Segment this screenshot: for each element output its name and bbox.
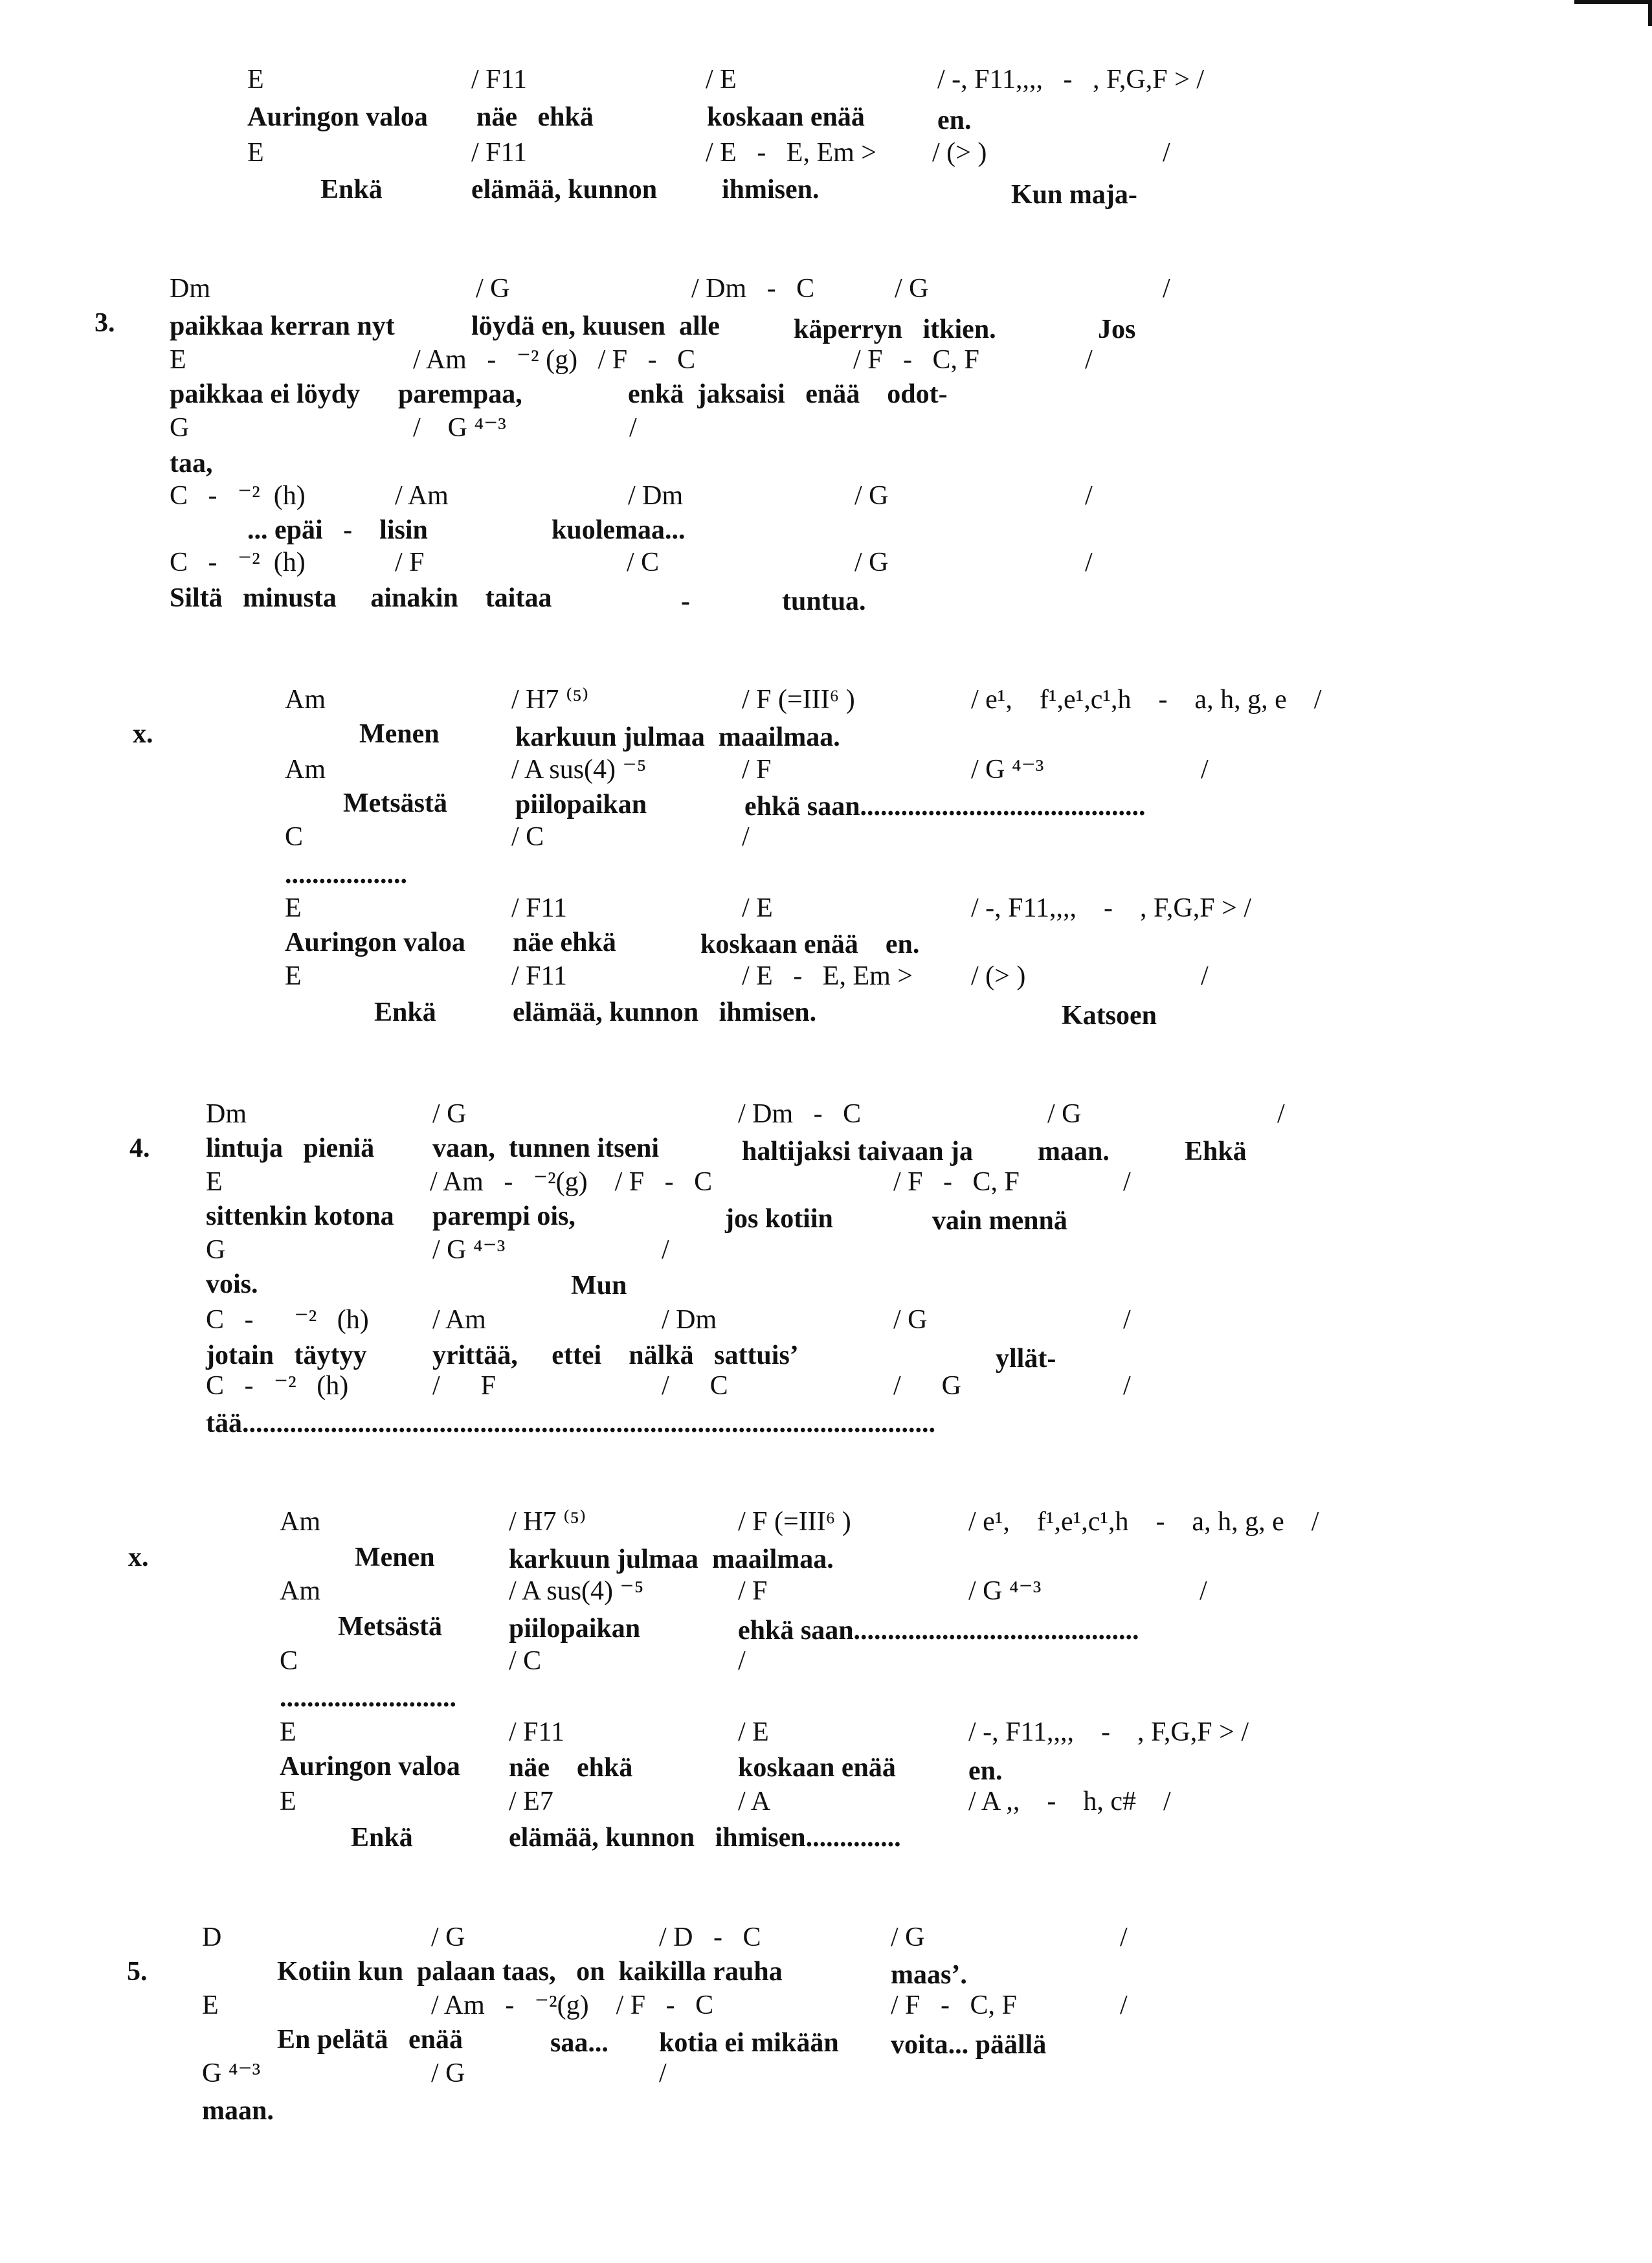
lyric-text: vain mennä (932, 1206, 1067, 1236)
chord-text: D (202, 1923, 222, 1952)
lyric-text: En pelätä enää (277, 2025, 463, 2055)
lyric-text: Menen (359, 719, 440, 749)
chord-text: Am (285, 755, 326, 785)
lyric-text: Auringon valoa (247, 102, 428, 132)
lyric-text: sittenkin kotona (206, 1201, 394, 1231)
lyric-text: parempi ois, (432, 1201, 575, 1231)
chord-text: / F - C, F (893, 1167, 1020, 1197)
chord-text: / G ⁴⁻³ (432, 1235, 506, 1265)
chord-text: / C (509, 1646, 542, 1676)
chord-text: / F11 (471, 65, 527, 95)
lyric-text: Menen (355, 1543, 435, 1572)
chord-text: / F (742, 755, 772, 785)
chord-text: / Dm - C (691, 274, 815, 304)
chord-text: / E (738, 1717, 769, 1747)
chord-text: / Am - ⁻²(g) / F - C (430, 1167, 713, 1197)
chord-text: E (206, 1167, 223, 1197)
chord-text: / A sus(4) ⁻⁵ (509, 1576, 644, 1606)
chord-text: C - ⁻² (h) (170, 481, 306, 511)
lyric-text: Metsästä (343, 788, 447, 818)
chord-text: C - ⁻² (h) (170, 548, 306, 577)
chord-text: / (1163, 274, 1170, 304)
chord-text: / e¹, f¹,e¹,c¹,h - a, h, g, e / (971, 685, 1322, 715)
chord-text: / (742, 822, 750, 852)
lyric-text: elämää, kunnon (471, 175, 658, 205)
chord-text: / (1200, 1576, 1207, 1606)
chord-text: / E - E, Em > (742, 961, 913, 991)
chord-text: / F (=III⁶ ) (738, 1507, 851, 1537)
lyric-text: piilopaikan (515, 790, 647, 819)
verse-number: 5. (127, 1957, 148, 1987)
chord-text: / H7 ⁽⁵⁾ (511, 685, 589, 715)
lyric-text: käperryn itkien. (794, 315, 996, 344)
lyric-text: maan. (1038, 1137, 1110, 1166)
chord-text: / (1201, 961, 1209, 991)
chord-text: / F (=III⁶ ) (742, 685, 855, 715)
chord-text: / (659, 2058, 667, 2088)
lyric-text: Kotiin kun palaan taas, on kaikilla rauha (277, 1957, 783, 1987)
lyric-text: maan. (202, 2096, 274, 2126)
verse-number: x. (133, 719, 153, 749)
chord-text: / -, F11,,,, - , F,G,F > / (937, 65, 1204, 95)
lyric-text: ihmisen. (722, 175, 820, 205)
lyric-text: löydä en, kuusen alle (471, 311, 720, 341)
chord-text: / (1085, 345, 1093, 375)
chord-text: Am (280, 1507, 320, 1537)
chord-text: / E (706, 65, 737, 95)
chord-text: / G ⁴⁻³ (971, 755, 1044, 785)
chord-text: E (247, 65, 264, 95)
chord-text: / F11 (509, 1717, 564, 1747)
lyric-text: Metsästä (338, 1612, 442, 1642)
chord-text: / Am (395, 481, 449, 511)
chord-text: / Am (432, 1305, 486, 1335)
lyric-text: Enkä (351, 1823, 413, 1853)
lyric-text: paikkaa ei löydy (170, 379, 361, 409)
chord-text: / (1123, 1371, 1131, 1401)
chord-text: / (1085, 548, 1093, 577)
lyric-text: enkä jaksaisi enää odot- (628, 379, 948, 409)
chord-text: / (738, 1646, 746, 1676)
chord-text: / E7 (509, 1787, 553, 1816)
lyric-text: lintuja pieniä (206, 1133, 375, 1163)
lyric-text: Siltä minusta ainakin taitaa (170, 583, 552, 613)
lyric-text: taa, (170, 449, 213, 478)
chord-text: / G (1047, 1099, 1082, 1129)
chord-text: / F11 (511, 893, 567, 923)
chord-text: / Am - ⁻² (g) / F - C (413, 345, 696, 375)
chord-text: E (285, 961, 302, 991)
chord-text: E (280, 1717, 296, 1747)
chord-text: E (170, 345, 186, 375)
chord-text: / (1085, 481, 1093, 511)
chord-text: / -, F11,,,, - , F,G,F > / (971, 893, 1251, 923)
chord-text: / G (431, 1923, 465, 1952)
lyric-text: Jos (1098, 315, 1136, 344)
lyric-text: ehkä saan.......................................... (738, 1616, 1139, 1645)
chord-text: / G (891, 1923, 925, 1952)
lyric-text: yllät- (996, 1344, 1056, 1374)
lyric-text: jotain täytyy (206, 1341, 367, 1370)
verse-number: 3. (95, 308, 115, 338)
chord-text: Am (285, 685, 326, 715)
chord-text: / G (895, 274, 929, 304)
lyric-text: Enkä (374, 998, 436, 1027)
lyric-text: Auringon valoa (285, 928, 465, 957)
chord-text: / Am - ⁻²(g) / F - C (431, 1990, 714, 2020)
chord-text: E (202, 1990, 219, 2020)
lyric-text: koskaan enää en. (700, 930, 920, 959)
lyric-text: Mun (571, 1271, 627, 1300)
chord-text: C (280, 1646, 298, 1676)
lyric-text: en. (968, 1756, 1003, 1786)
lyric-text: elämää, kunnon ihmisen.............. (509, 1823, 901, 1853)
chord-text: / (1120, 1923, 1128, 1952)
lyric-text: Ehkä (1185, 1137, 1247, 1166)
chord-text: / Dm (628, 481, 684, 511)
chord-text: / G (893, 1371, 961, 1401)
chord-text: / (> ) (971, 961, 1026, 991)
chord-text: / D - C (659, 1923, 761, 1952)
chord-text: C - ⁻² (h) (206, 1305, 369, 1335)
chord-text: / F - C, F (853, 345, 979, 375)
chord-text: / Dm (662, 1305, 717, 1335)
chord-text: G (170, 413, 190, 443)
lyric-text: ... epäi - lisin (247, 515, 428, 545)
chord-text: / C (511, 822, 544, 852)
chord-text: / (> ) (932, 138, 987, 168)
chord-text: / C (627, 548, 660, 577)
lyric-text: Katsoen (1062, 1001, 1157, 1031)
lyric-text: Enkä (320, 175, 383, 205)
chord-text: E (285, 893, 302, 923)
lyric-text: koskaan enää (738, 1753, 896, 1783)
chord-text: / F11 (471, 138, 527, 168)
lyric-text: elämää, kunnon ihmisen. (513, 998, 817, 1027)
chord-text: C - ⁻² (h) (206, 1371, 349, 1401)
chord-text: / Dm - C (738, 1099, 862, 1129)
chord-text: / (1120, 1990, 1128, 2020)
lyric-text: saa... (550, 2028, 608, 2058)
lyric-text: paikkaa kerran nyt (170, 311, 395, 341)
lyric-text: karkuun julmaa maailmaa. (509, 1544, 834, 1574)
chord-text: / E (742, 893, 773, 923)
chord-text: / F (738, 1576, 768, 1606)
chord-text: / (629, 413, 637, 443)
chord-text: Dm (170, 274, 210, 304)
page-edge-line (1574, 0, 1652, 4)
lyric-text: .................. (285, 860, 407, 889)
chord-text: / F (395, 548, 425, 577)
lyric-text: yrittää, ettei nälkä sattuis’ (432, 1341, 799, 1370)
lyric-text: näe ehkä (513, 928, 616, 957)
lyric-text: näe ehkä (476, 102, 594, 132)
lyric-text: - (681, 586, 690, 616)
lyric-text: maas’. (891, 1960, 967, 1990)
chord-text: / -, F11,,,, - , F,G,F > / (968, 1717, 1249, 1747)
chord-text: / G (854, 481, 889, 511)
lyric-text: koskaan enää (707, 102, 865, 132)
lyric-text: voita... päällä (891, 2030, 1047, 2060)
lyric-text: vaan, tunnen itseni (432, 1133, 660, 1163)
lyric-text: Auringon valoa (280, 1752, 460, 1781)
chord-text: Dm (206, 1099, 247, 1129)
chord-text: / G (854, 548, 889, 577)
chord-text: / F - C, F (891, 1990, 1017, 2020)
page-edge-line (1648, 0, 1652, 26)
lyric-text: jos kotiin (725, 1204, 833, 1234)
chord-text: / (1277, 1099, 1285, 1129)
lyric-text: haltijaksi taivaan ja (742, 1137, 974, 1166)
chord-text: / (1123, 1167, 1131, 1197)
chord-text: / H7 ⁽⁵⁾ (509, 1507, 586, 1537)
verse-number: x. (128, 1543, 149, 1572)
lyric-text: näe ehkä (509, 1753, 633, 1783)
lyric-text: ehkä saan.......................................... (744, 792, 1146, 821)
chord-text: / C (662, 1371, 728, 1401)
chord-text: / (662, 1235, 669, 1265)
chord-text: / F (432, 1371, 497, 1401)
chord-text: / (1163, 138, 1170, 168)
chord-text: / G ⁴⁻³ (413, 413, 506, 443)
chord-text: / G (893, 1305, 928, 1335)
chord-text: / (1123, 1305, 1131, 1335)
lyric-text: Kun maja- (1011, 180, 1137, 210)
lyric-text: parempaa, (398, 379, 522, 409)
chord-text: / E - E, Em > (706, 138, 876, 168)
lyric-text: vois. (206, 1269, 258, 1299)
chord-text: / G (432, 1099, 467, 1129)
chord-text: / G ⁴⁻³ (968, 1576, 1042, 1606)
chord-text: / A ,, - h, c# / (968, 1787, 1171, 1816)
lyric-text: en. (937, 106, 972, 135)
chord-text: / G (431, 2058, 465, 2088)
lyric-text: kotia ei mikään (659, 2028, 839, 2058)
chord-text: / A sus(4) ⁻⁵ (511, 755, 647, 785)
lyric-text: tuntua. (782, 586, 866, 616)
lyric-text: tää...................................................................................................... (206, 1409, 935, 1438)
chord-text: E (247, 138, 264, 168)
chord-text: / A (738, 1787, 771, 1816)
chord-text: C (285, 822, 304, 852)
lyric-text: karkuun julmaa maailmaa. (515, 722, 840, 752)
lyric-text: .......................... (280, 1683, 456, 1713)
chord-text: G ⁴⁻³ (202, 2058, 261, 2088)
lyric-text: piilopaikan (509, 1614, 641, 1644)
lyric-text: kuolemaa... (552, 515, 686, 545)
chord-text: Am (280, 1576, 320, 1606)
chord-text: / (1201, 755, 1209, 785)
chord-text: G (206, 1235, 226, 1265)
chord-text: / F11 (511, 961, 567, 991)
chord-text: / G (476, 274, 510, 304)
chord-text: / e¹, f¹,e¹,c¹,h - a, h, g, e / (968, 1507, 1319, 1537)
verse-number: 4. (129, 1133, 150, 1163)
chord-text: E (280, 1787, 296, 1816)
